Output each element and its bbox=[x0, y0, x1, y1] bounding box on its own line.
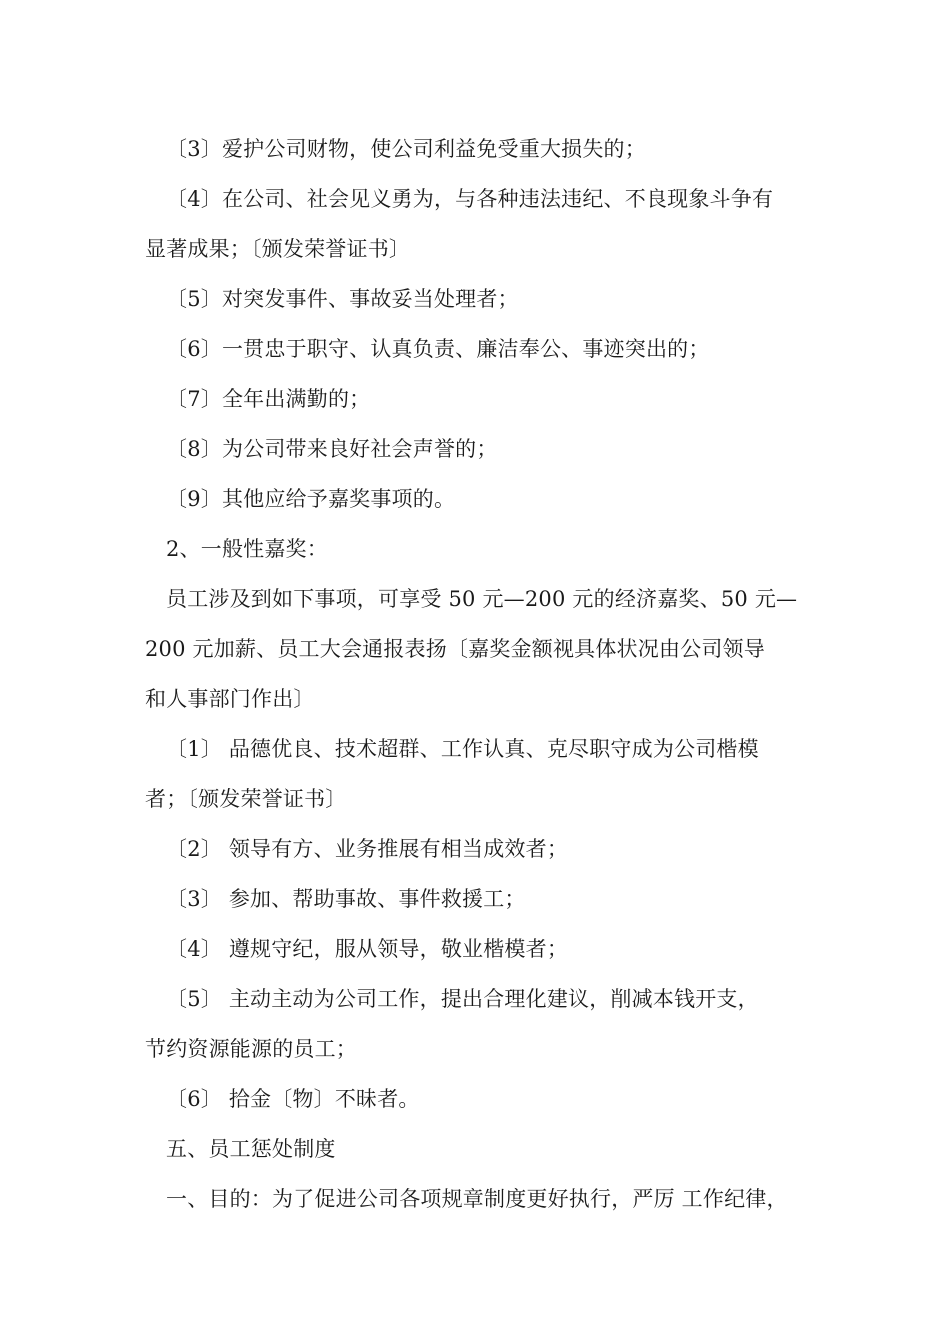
text-line: 〔5〕 主动主动为公司工作，提出合理化建议，削减本钱开支， bbox=[166, 987, 759, 1011]
text-line: 〔3〕爱护公司财物，使公司利益免受重大损失的； bbox=[166, 137, 646, 161]
text-line: 〔7〕全年出满勤的； bbox=[166, 387, 371, 411]
text-line: 〔3〕 参加、帮助事故、事件救援工； bbox=[166, 887, 526, 911]
text-line: 〔4〕 遵规守纪，服从领导，敬业楷模者； bbox=[166, 937, 569, 961]
text-line: 〔9〕其他应给予嘉奖事项的。 bbox=[166, 487, 456, 511]
text-line: 200 元加薪、员工大会通报表扬〔嘉奖金额视具体状况由公司领导 bbox=[145, 637, 765, 661]
text-line: 〔5〕对突发事件、事故妥当处理者； bbox=[166, 287, 519, 311]
text-line: 〔2〕 领导有方、业务推展有相当成效者； bbox=[166, 837, 569, 861]
text-line: 〔8〕为公司带来良好社会声誉的； bbox=[166, 437, 498, 461]
text-line: 〔6〕一贯忠于职守、认真负责、廉洁奉公、事迹突出的； bbox=[166, 337, 710, 361]
text-line: 〔4〕在公司、社会见义勇为，与各种违法违纪、不良现象斗争有 bbox=[166, 187, 774, 211]
text-line: 员工涉及到如下事项，可享受 50 元—200 元的经济嘉奖、50 元— bbox=[166, 587, 798, 611]
text-line: 节约资源能源的员工； bbox=[145, 1037, 357, 1061]
text-line: 和人事部门作出〕 bbox=[145, 687, 315, 711]
section-heading: 2、一般性嘉奖： bbox=[166, 537, 328, 561]
text-line: 〔1〕 品德优良、技术超群、工作认真、克尽职守成为公司楷模 bbox=[166, 737, 759, 761]
text-line: 一、目的：为了促进公司各项规章制度更好执行，严厉 工作纪律， bbox=[166, 1187, 788, 1211]
text-line: 〔6〕 拾金〔物〕不昧者。 bbox=[166, 1087, 420, 1111]
section-heading: 五、员工惩处制度 bbox=[166, 1137, 336, 1161]
text-line: 显著成果；〔颁发荣誉证书〕 bbox=[145, 237, 411, 261]
text-line: 者；〔颁发荣誉证书〕 bbox=[145, 787, 347, 811]
